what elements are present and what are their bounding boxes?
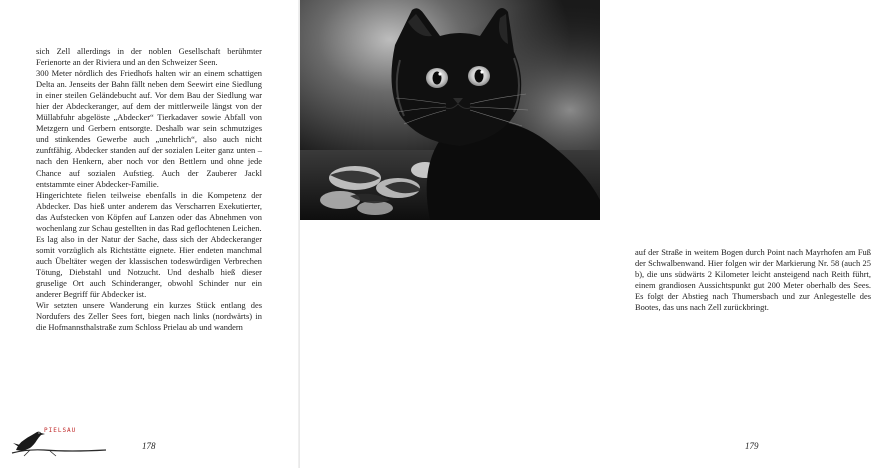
paragraph: Es lag also in der Natur der Sache, dass sich der Abdeckeranger somit vorzüglich als Richtstätte eignete. Hier endeten manchmal auch Übeltäter wegen der klassischen todeswürdigen Verbrechen Tötung, Diebstahl und Notzucht. Und deshalb hieß dieser gruselige Ort auch Schinderanger, obwohl Schinder nur ein anderer Begriff für Abdecker ist.	[36, 233, 262, 300]
paragraph: auf der Straße in weitem Bogen durch Point nach Mayrhofen am Fuß der Schwalbenwand. Hier folgen wir der Markierung Nr. 58 (auch 25 b), die uns südwärts 2 Kilometer leicht ansteigend nach Reith führt, einem grandiosen Aussichtspunkt gut 200 Meter oberhalb des Sees. Es folgt der Abstieg nach Thumersbach und zur Anlegestelle des Bootes, das uns nach Zell zurückbringt.	[635, 247, 871, 313]
left-page-text	[36, 46, 262, 333]
page-number-right: 179	[745, 441, 759, 451]
page-number-left: 178	[142, 441, 156, 451]
cat-image	[300, 0, 600, 220]
colophon-label: PIELSAU	[44, 427, 77, 434]
right-page-text	[635, 247, 871, 313]
paragraph: Hingerichtete fielen teilweise ebenfalls in die Kompetenz der Abdecker. Das hieß unter anderem das Verscharren Exekutierter, das Aufstecken von Köpfen auf Lanzen oder das Abnehmen von wochenlang zur Schau gestellten in das Rad geflochtenen Leichen.	[36, 189, 262, 233]
paragraph: Wir setzten unsere Wanderung ein kurzes Stück entlang des Nordufers des Zeller Sees fort, biegen nach links (nordwärts) in die Hofmannsthalstraße zum Schloss Prielau ab und wandern	[36, 300, 262, 333]
paragraph: sich Zell allerdings in der noblen Gesellschaft berühmter Ferienorte an der Riviera und an den Schweizer Seen.	[36, 46, 262, 68]
left-page	[0, 0, 300, 468]
black-cat-photo	[300, 0, 600, 220]
paragraph: 300 Meter nördlich des Friedhofs halten wir an einem schattigen Delta an. Jenseits der Bahn fällt neben dem Seewirt eine Siedlung in einer steilen Geländebucht auf. Vor dem Bau der Siedlung war hier der Abdeckeranger, auf dem der mittlerweile längst von der Müllabfuhr abgelöste „Abdecker“ Tierkadaver sowie Abfall von Metzgern und Gerbern entsorgte. Deshalb war sein schmutziges und stinkendes Gewerbe auch „unehrlich“, also auch nicht zunftfähig. Abdecker standen auf der sozialen Leiter ganz unten – nach den Henkern, aber noch vor den Bettlern und ohne jede Chance auf sozialen Aufstieg. Auch der Zauberer Jackl entstammte einer Abdecker-Familie.	[36, 68, 262, 189]
raven-colophon	[10, 423, 110, 459]
